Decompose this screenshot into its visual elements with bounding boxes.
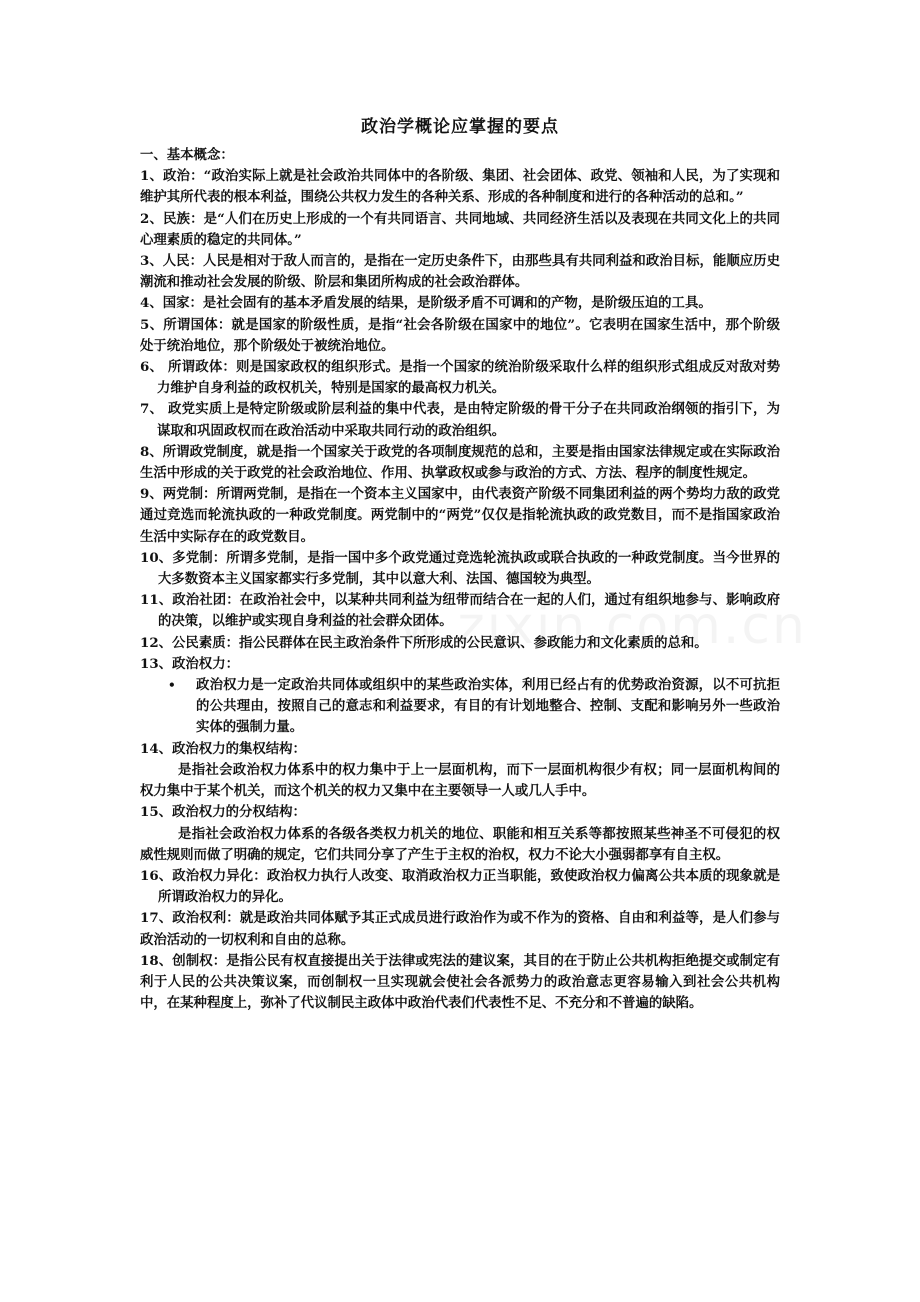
item-11: 11、政治社团：在政治社会中，以某种共同利益为纽带而结合在一起的人们，通过有组织地参与、影响政府的决策，以维护或实现自身利益的社会群众团体。 [140,592,780,630]
item-15-body: 是指社会政治权力体系的各级各类权力机关的地位、职能和相互关系等都按照某些神圣不可侵犯的权威性规则而做了明确的规定，它们共同分享了产生于主权的治权，权力不论大小强弱都享有自主权。 [140,825,780,863]
item-3: 3、人民：人民是相对于敌人而言的，是指在一定历史条件下，由那些具有共同利益和政治目标，能顺应历史潮流和推动社会发展的阶级、阶层和集团所构成的社会政治群体。 [140,253,780,291]
item-13-bullet-text: 政治权力是一定政治共同体或组织中的某些政治实体，利用已经占有的优势政治资源，以不可抗拒的公共理由，按照自己的意志和利益要求，有目的有计划地整合、控制、支配和影响另外一些政治实体的强制力量。 [196,677,780,736]
item-14-body: 是指社会政治权力体系中的权力集中于上一层面机构，而下一层面机构很少有权；同一层面机构间的权力集中于某个机关，而这个机关的权力又集中在主要领导一人或几人手中。 [140,761,780,800]
document-page [140,112,780,1014]
item-10: 10、多党制：所谓多党制，是指一国中多个政党通过竞选轮流执政或联合执政的一种政党制度。当今世界的大多数资本主义国家都实行多党制，其中以意大利、法国、德国较为典型。 [140,549,780,588]
item-9: 9、两党制：所谓两党制，是指在一个资本主义国家中，由代表资产阶级不同集团利益的两个势均力敌的政党通过竞选而轮流执政的一种政党制度。两党制中的“两党”仅仅是指轮流执政的政党数目，而不是指国家政治生活中实际存在的政党数目。 [140,486,780,545]
item-17: 17、政治权利：就是政治共同体赋予其正式成员进行政治作为或不作为的资格、自由和利益等，是人们参与政治活动的一切权利和自由的总称。 [140,910,780,948]
item-4: 4、国家：是社会固有的基本矛盾发展的结果，是阶级矛盾不可调和的产物，是阶级压迫的工具。 [140,295,712,312]
item-6: 6、 所谓政体：则是国家政权的组织形式。是指一个国家的统治阶级采取什么样的组织形式组成反对敌对势力维护自身利益的政权机关，特别是国家的最高权力机关。 [140,359,780,397]
page-title: 政治学概论应掌握的要点 [361,117,559,137]
item-2: 2、民族：是“人们在历史上形成的一个有共同语言、共同地域、共同经济生活以及表现在共同文化上的共同心理素质的稳定的共同体。” [140,210,780,248]
item-13-bullet [140,675,780,739]
item-15-heading: 15、政治权力的分权结构： [140,804,306,821]
item-8: 8、所谓政党制度，就是指一个国家关于政党的各项制度规范的总和，主要是指由国家法律规定或在实际政治生活中形成的关于政党的社会政治地位、作用、执掌政权或参与政治的方式、方法、程序的制度性规定。 [140,443,780,482]
item-18: 18、创制权：是指公民有权直接提出关于法律或宪法的建议案，其目的在于防止公共机构拒绝提交或制定有利于人民的公共决策议案，而创制权一旦实现就会使社会各派势力的政治意志更容易输入到社会公共机构中，在某种程度上，弥补了代议制民主政体中政治代表们代表性不足、不充分和不普遍的缺陷。 [140,952,780,1012]
section-heading: 一、基本概念： [140,147,234,163]
item-12: 12、公民素质：指公民群体在民主政治条件下所形成的公民意识、参政能力和文化素质的总和。 [140,634,708,651]
item-5: 5、所谓国体：就是国家的阶级性质，是指“社会各阶级在国家中的地位”。它表明在国家生活中，那个阶级处于统治地位，那个阶级处于被统治地位。 [140,316,780,354]
item-16: 16、政治权力异化：政治权力执行人改变、取消政治权力正当职能，致使政治权力偏离公共本质的现象就是所谓政治权力的异化。 [140,867,780,906]
item-13-heading: 13、政治权力： [140,655,239,672]
item-7: 7、 政党实质上是特定阶级或阶层利益的集中代表，是由特定阶级的骨干分子在共同政治纲领的指引下，为谋取和巩固政权而在政治活动中采取共同行动的政治组织。 [140,401,780,439]
item-14-heading: 14、政治权力的集权结构： [140,740,306,757]
bullet-icon: • [168,678,176,693]
item-1: 1、政治：“政治实际上就是社会政治共同体中的各阶级、集团、社会团体、政党、领袖和人民，为了实现和维护其所代表的根本利益，围绕公共权力发生的各种关系、形成的各种制度和进行的各种活动的总和。” [140,168,780,206]
